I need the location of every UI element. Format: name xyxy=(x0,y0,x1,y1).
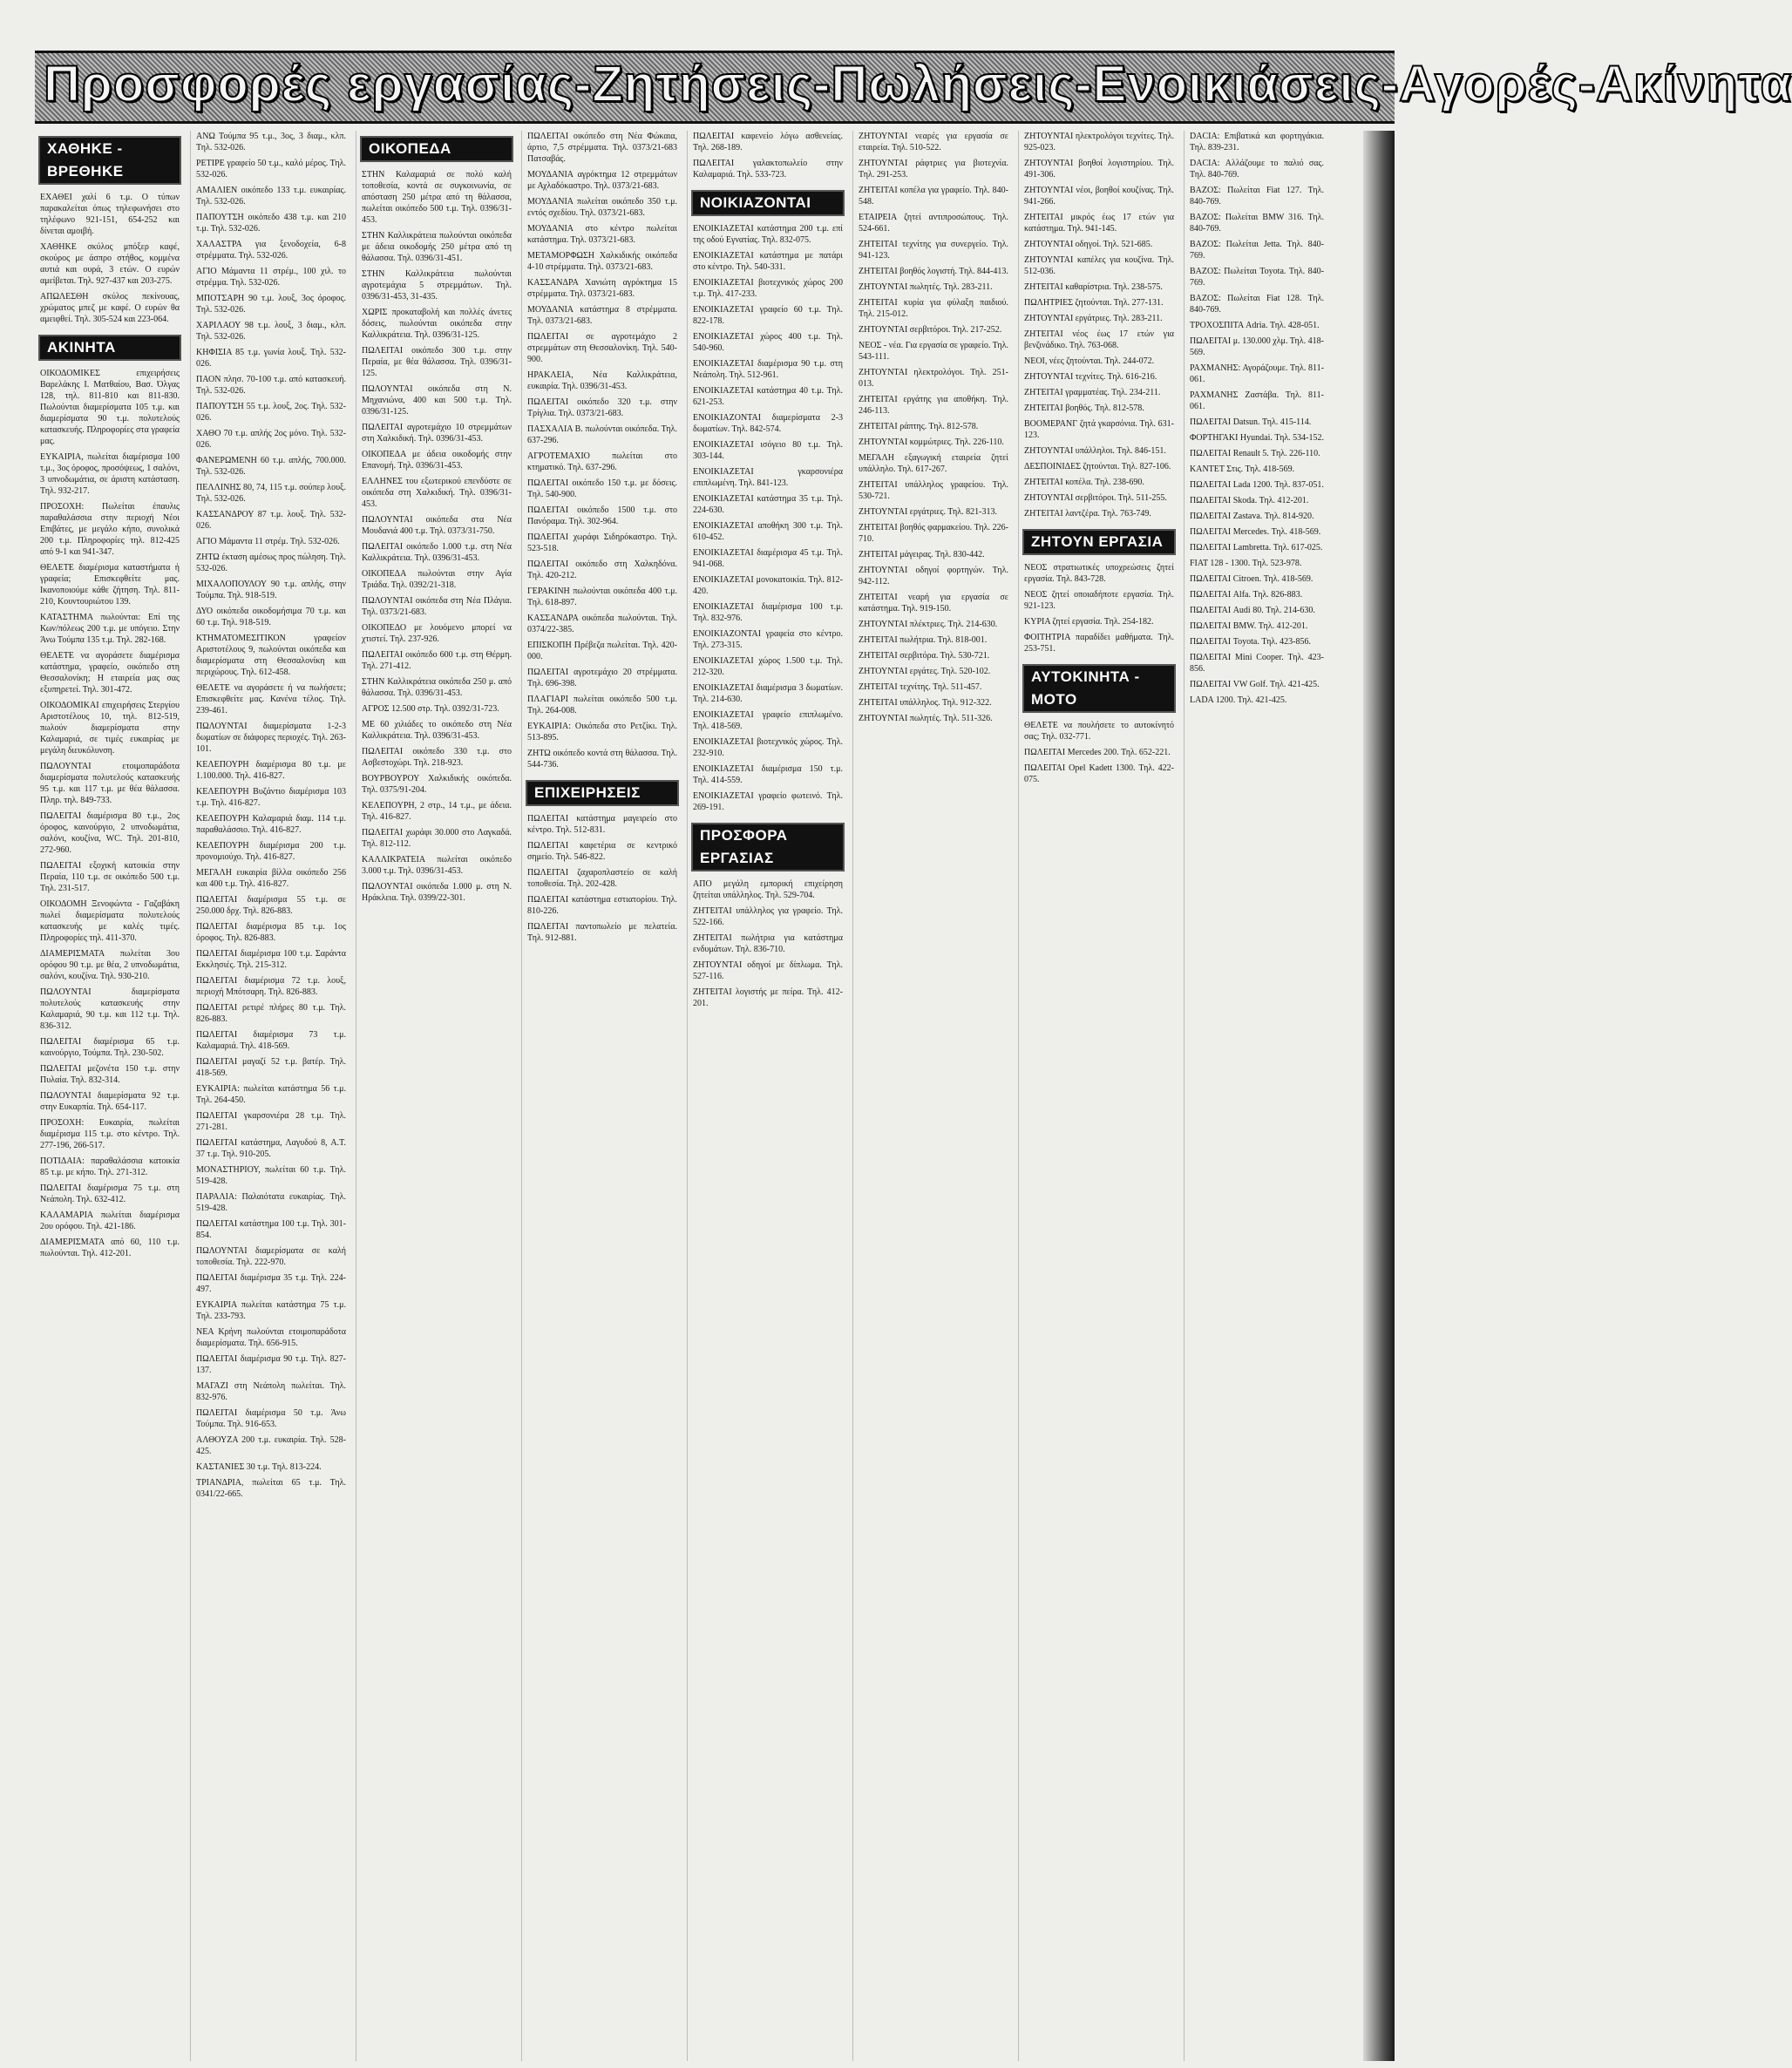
classified-ad: ΜΟΥΔΑΝΙΑ πωλείται οικόπεδο 350 τ.μ. εντός σχεδίου. Τηλ. 0373/21-683. xyxy=(527,197,677,218)
classified-ad: ΕΛΛΗΝΕΣ του εξωτερικού επενδύστε σε οικόπεδα στη Χαλκιδική. Τηλ. 0396/31-453. xyxy=(362,477,512,509)
classified-ad: ΘΕΛΕΤΕ να αγοράσετε διαμέρισμα κατάστημα, γραφείο, οικόπεδο στη Θεσσαλονίκη; Η εταιρεία μας σας εξυπηρετεί. Τηλ. 301-472. xyxy=(40,651,180,695)
classified-ad: ΖΗΤΕΙΤΑΙ βοηθός. Τηλ. 812-578. xyxy=(1024,403,1144,413)
classified-ad: ΠΟΤΙΔΑΙΑ: παραθαλάσσια κατοικία 85 τ.μ. με κήπο. Τηλ. 271-312. xyxy=(40,1156,180,1177)
classified-ad: ΟΙΚΟΔΟΜΙΚΕΣ επιχειρήσεις Βαρελάκης Ι. Ματθαίου, Βασ. Όλγας 128, τηλ. 811-810 και 811-830. Πωλούνται διαμερίσματα 105 τ.μ. και διαμερίσματα 90 τ.μ. πολυτελούς κατασκευής. Πληροφορίες στα γραφεία μας. xyxy=(40,369,180,446)
classified-ad: ΠΩΛΕΙΤΑΙ σε αγροτεμάχιο 2 στρεμμάτων στη Θεσσαλονίκη. Τηλ. 540-900. xyxy=(527,332,677,364)
classified-ad: ΖΗΤΟΥΝΤΑΙ νέοι, βοηθοί κουζίνας. Τηλ. 941-266. xyxy=(1024,186,1174,207)
classified-ad: ΟΙΚΟΔΟΜΗ Ξενοφώντα - Γαζαβάκη πωλεί διαμερίσματα πολυτελούς κατασκευής με καλές τιμές. Πληροφορίες τηλ. 411-370. xyxy=(40,899,180,943)
classified-ad: ΠΩΛΕΙΤΑΙ Skoda. Τηλ. 412-201. xyxy=(1190,496,1309,505)
classified-ad: ΒΟΟΜΕΡΑΝΓ ζητά γκαρσόνια. Τηλ. 631-123. xyxy=(1024,419,1174,440)
classified-ad: ΜΟΥΔΑΝΙΑ αγρόκτημα 12 στρεμμάτων με Αχλαδόκαστρο. Τηλ. 0373/21-683. xyxy=(527,170,677,191)
classified-ad: ΖΗΤΟΥΝΤΑΙ νεαρές για εργασία σε εταιρεία. Τηλ. 510-522. xyxy=(859,132,1008,153)
classified-ad: ΠΩΛΕΙΤΑΙ διαμέρισμα 80 τ.μ., 2ος όροφος, καινούργιο, 2 υπνοδωμάτια, σαλόνι, κουζίνα, WC. Τηλ. 201-810, 272-960. xyxy=(40,811,180,855)
classified-ad: ΕΝΟΙΚΙΑΖΕΤΑΙ κατάστημα με πατάρι στο κέντρο. Τηλ. 540-331. xyxy=(693,251,843,272)
classified-ad: ΖΗΤΕΙΤΑΙ κυρία για φύλαξη παιδιού. Τηλ. 215-012. xyxy=(859,298,1008,319)
classified-ad: ΑΓΙΟ Μάμαντα 11 στρέμ., 100 χιλ. το στρέμμα. Τηλ. 532-026. xyxy=(196,267,346,288)
classified-ad: ΒΑΖΟΣ: Πωλείται Toyota. Τηλ. 840-769. xyxy=(1190,267,1324,288)
classified-ad: ΖΗΤΩ οικόπεδο κοντά στη θάλασσα. Τηλ. 544-736. xyxy=(527,749,677,770)
classified-ad: ΠΩΛΗΤΡΙΕΣ ζητούνται. Τηλ. 277-131. xyxy=(1024,298,1164,308)
classified-ad: ΑΠΟ μεγάλη εμπορική επιχείρηση ζητείται υπάλληλος. Τηλ. 529-704. xyxy=(693,879,843,900)
classified-ad: ΔΙΑΜΕΡΙΣΜΑΤΑ από 60, 110 τ.μ. πωλούνται. Τηλ. 412-201. xyxy=(40,1237,180,1258)
classified-ad: ΡΑΧΜΑΝΗΣ: Αγοράζουμε. Τηλ. 811-061. xyxy=(1190,363,1324,384)
classified-ad: ΠΩΛΕΙΤΑΙ διαμέρισμα 85 τ.μ. 1ος όροφος. Τηλ. 826-883. xyxy=(196,922,346,943)
classified-ad: ΝΕΑ Κρήνη πωλούνται ετοιμοπαράδοτα διαμερίσματα. Τηλ. 656-915. xyxy=(196,1327,346,1348)
classified-ad: ΘΕΛΕΤΕ διαμέρισμα καταστήματα ή γραφεία; Επισκεφθείτε μας. Ικανοποιούμε κάθε ζήτηση. Τηλ. 811-210, Κουντουριώτου 139. xyxy=(40,563,180,607)
classified-ad: ΖΗΤΟΥΝΤΑΙ εργάτες. Τηλ. 520-102. xyxy=(859,667,991,676)
classified-ad: ΠΡΟΣΟΧΗ: Πωλείται έπαυλις παραθαλάσσια στην περιοχή Νέοι Επιβάτες, με μεγάλο κήπο, συνολικά 200 τ.μ. Πληροφορίες τηλ. 812-425 από 9-1 και 941-347. xyxy=(40,502,180,557)
classified-ad: ΠΑΠΟΥΤΣΗ οικόπεδο 438 τ.μ. και 210 τ.μ. Τηλ. 532-026. xyxy=(196,213,346,234)
ads-list-lost xyxy=(35,192,185,329)
classified-ad: ΠΩΛΕΙΤΑΙ VW Golf. Τηλ. 421-425. xyxy=(1190,680,1320,689)
classified-ad: ΜΕΓΑΛΗ ευκαιρία βίλλα οικόπεδο 256 και 400 τ.μ. Τηλ. 416-827. xyxy=(196,868,346,889)
classified-ad: ΧΑΡΙΛΑΟΥ 98 τ.μ. λουξ, 3 διαμ., κλπ. Τηλ. 532-026. xyxy=(196,321,346,342)
classified-ad: ΖΗΤΕΙΤΑΙ βοηθός φαρμακείου. Τηλ. 226-710. xyxy=(859,523,1008,544)
ads-list-column-8 xyxy=(1184,131,1329,710)
classified-ad: ΖΗΤΟΥΝΤΑΙ κομμώτριες. Τηλ. 226-110. xyxy=(859,437,1004,447)
classified-ad: ΠΩΛΕΙΤΑΙ διαμέρισμα 72 τ.μ. λουξ, περιοχή Μπότσαρη. Τηλ. 826-883. xyxy=(196,976,346,997)
classified-ad: ΠΩΛΕΙΤΑΙ Lambretta. Τηλ. 617-025. xyxy=(1190,543,1323,553)
classified-ad: ΠΩΛΕΙΤΑΙ οικόπεδο 330 τ.μ. στο Ασβεστοχώρι. Τηλ. 218-923. xyxy=(362,747,512,768)
classified-ad: ΠΩΛΕΙΤΑΙ μ. 130.000 χλμ. Τηλ. 418-569. xyxy=(1190,336,1324,357)
classified-ad: ΠΑΟΝ πλησ. 70-100 τ.μ. από κατασκευή. Τηλ. 532-026. xyxy=(196,375,346,396)
classified-ad: ΕΝΟΙΚΙΑΖΕΤΑΙ διαμέρισμα 150 τ.μ. Τηλ. 414-559. xyxy=(693,764,843,785)
classified-ad: ΠΩΛΕΙΤΑΙ διαμέρισμα 35 τ.μ. Τηλ. 224-497. xyxy=(196,1273,346,1294)
classified-ad: ΧΑΛΑΣΤΡΑ για ξενοδοχεία, 6-8 στρέμματα. Τηλ. 532-026. xyxy=(196,240,346,261)
classified-ad: ΠΩΛΕΙΤΑΙ Mini Cooper. Τηλ. 423-856. xyxy=(1190,653,1324,674)
classified-ad: ΕΥΚΑΙΡΙΑ: πωλείται κατάστημα 56 τ.μ. Τηλ. 264-450. xyxy=(196,1084,346,1105)
classified-ad: ΡΕΤΙΡΕ γραφείο 50 τ.μ., καλό μέρος. Τηλ. 532-026. xyxy=(196,159,346,180)
classified-ad: ΠΩΛΕΙΤΑΙ Citroen. Τηλ. 418-569. xyxy=(1190,574,1313,584)
classified-ad: ΠΩΛΕΙΤΑΙ διαμέρισμα 65 τ.μ. καινούργιο, Τούμπα. Τηλ. 230-502. xyxy=(40,1037,180,1058)
classified-ad: ΧΑΘΗΚΕ σκύλος μπόξερ καφέ, σκούρος με άσπρο στήθος, κομμένα αυτιά και ουρά, 3 ετών. Ο ευρών αμείβεται. Τηλ. 927-437 και 203-275. xyxy=(40,242,180,286)
classified-ad: ΕΝΟΙΚΙΑΖΕΤΑΙ κατάστημα 35 τ.μ. Τηλ. 224-630. xyxy=(693,494,843,515)
classified-ad: ΕΥΚΑΙΡΙΑ: Οικόπεδα στο Ρετζίκι. Τηλ. 513-895. xyxy=(527,722,677,742)
ads-list-job-offers xyxy=(688,878,848,1014)
classified-ad: ΝΕΟΣ στρατιωτικές υποχρεώσεις ζητεί εργασία. Τηλ. 843-728. xyxy=(1024,563,1174,584)
classified-ad: ΑΠΩΛΕΣΘΗ σκύλος πεκίνουας, χρώματος μπεζ με καφέ. Ο ευρών θα αμειφθεί. Τηλ. 305-524 και 223-064. xyxy=(40,292,180,324)
classified-ad: DACIA: Επιβατικά και φορτηγάκια. Τηλ. 839-231. xyxy=(1190,132,1324,153)
classified-ad: ΚΑΛΛΙΚΡΑΤΕΙΑ πωλείται οικόπεδο 3.000 τ.μ. Τηλ. 0396/31-453. xyxy=(362,855,512,876)
classified-ad: ΠΑΠΟΥΤΣΗ 55 τ.μ. λουξ, 2ος. Τηλ. 532-026. xyxy=(196,402,346,423)
classified-ad: ΖΗΤΩ έκταση αμέσως προς πώληση. Τηλ. 532-026. xyxy=(196,553,346,573)
classified-ad: FIAT 128 - 1300. Τηλ. 523-978. xyxy=(1190,559,1302,568)
classified-ad: ΝΕΟΙ, νέες ζητούνται. Τηλ. 244-072. xyxy=(1024,356,1155,366)
classified-ad: ΦΟΙΤΗΤΡΙΑ παραδίδει μαθήματα. Τηλ. 253-751. xyxy=(1024,633,1174,654)
classified-ad: ΑΓΙΟ Μάμαντα 11 στρέμ. Τηλ. 532-026. xyxy=(196,537,340,546)
classified-ad: ΠΩΛΟΥΝΤΑΙ οικόπεδα στη Νέα Πλάγια. Τηλ. 0373/21-683. xyxy=(362,596,512,617)
classified-ad: ΠΩΛΕΙΤΑΙ Zastava. Τηλ. 814-920. xyxy=(1190,512,1314,521)
classified-ad: ΖΗΤΕΙΤΑΙ υπάλληλος γραφείου. Τηλ. 530-721. xyxy=(859,480,1008,501)
classified-ad: ΠΩΛΕΙΤΑΙ οικόπεδο 1500 τ.μ. στο Πανόραμα. Τηλ. 302-964. xyxy=(527,505,677,526)
section-header-job-offers: ΠΡΟΣΦΟΡΑ ΕΡΓΑΣΙΑΣ xyxy=(691,823,845,871)
classified-ad: ΠΑΣΧΑΛΙΑ Β. πωλούνται οικόπεδα. Τηλ. 637-296. xyxy=(527,424,677,445)
classified-ad: ΑΓΡΟΣ 12.500 στρ. Τηλ. 0392/31-723. xyxy=(362,704,499,714)
classified-ad: ΠΩΛΕΙΤΑΙ παντοπωλείο με πελατεία. Τηλ. 912-881. xyxy=(527,922,677,943)
classified-ad: ΕΤΑΙΡΕΙΑ ζητεί αντιπροσώπους. Τηλ. 524-661. xyxy=(859,213,1008,234)
classified-ad: ΠΩΛΕΙΤΑΙ χωράφι Σιδηρόκαστρο. Τηλ. 523-518. xyxy=(527,532,677,553)
classified-ad: ΕΝΟΙΚΙΑΖΕΤΑΙ βιοτεχνικός χώρος 200 τ.μ. Τηλ. 417-233. xyxy=(693,278,843,299)
classified-ad: ΖΗΤΕΙΤΑΙ νέος έως 17 ετών για βενζινάδικο. Τηλ. 763-068. xyxy=(1024,329,1174,350)
classified-ad: ΠΩΛΕΙΤΑΙ μεζονέτα 150 τ.μ. στην Πυλαία. Τηλ. 832-314. xyxy=(40,1064,180,1085)
classified-ad: ΟΙΚΟΠΕΔΑ με άδεια οικοδομής στην Επανομή. Τηλ. 0396/31-453. xyxy=(362,450,512,471)
classified-ad: ΒΟΥΡΒΟΥΡΟΥ Χαλκιδικής οικόπεδα. Τηλ. 0375/91-204. xyxy=(362,774,512,795)
classified-ad: ΕΝΟΙΚΙΑΖΕΤΑΙ βιοτεχνικός χώρος. Τηλ. 232-910. xyxy=(693,737,843,758)
classified-ad: ΠΩΛΟΥΝΤΑΙ οικόπεδα στη Ν. Μηχανιώνα, 400 και 500 τ.μ. Τηλ. 0396/31-125. xyxy=(362,384,512,417)
classified-ad: ΔΙΑΜΕΡΙΣΜΑΤΑ πωλείται 3ου ορόφου 90 τ.μ. με θέα, 2 υπνοδωμάτια, σαλόνι, κουζίνα. Τηλ. 930-210. xyxy=(40,949,180,981)
classified-ad: ΟΙΚΟΠΕΔΟ με λουόμενο μπορεί να χτιστεί. Τηλ. 237-926. xyxy=(362,623,512,644)
classified-ad: ΕΝΟΙΚΙΑΖΕΤΑΙ διαμέρισμα 90 τ.μ. στη Νεάπολη. Τηλ. 512-961. xyxy=(693,359,843,380)
classified-ad: ΖΗΤΟΥΝΤΑΙ ηλεκτρολόγοι. Τηλ. 251-013. xyxy=(859,368,1008,389)
classified-ad: ΠΩΛΕΙΤΑΙ ζαχαροπλαστείο σε καλή τοποθεσία. Τηλ. 202-428. xyxy=(527,868,677,889)
classified-ad: ΣΤΗΝ Καλαμαριά σε πολύ καλή τοποθεσία, κοντά σε συγκοινωνία, σε απόσταση 250 μέτρα από τη θάλασσα, πωλείται οικόπεδο 500 τ.μ. Τηλ. 0396/31-453. xyxy=(362,170,512,225)
classified-ad: ΠΩΛΕΙΤΑΙ οικόπεδο 300 τ.μ. στην Περαία, με θέα θάλασσα. Τηλ. 0396/31-125. xyxy=(362,346,512,378)
classifieds-columns xyxy=(35,131,1360,2061)
classified-ad: ΖΗΤΕΙΤΑΙ υπάλληλος για γραφείο. Τηλ. 522-166. xyxy=(693,906,843,927)
classified-ad: ΠΩΛΕΙΤΑΙ Opel Kadett 1300. Τηλ. 422-075. xyxy=(1024,763,1174,784)
classified-ad: ΝΕΟΣ ζητεί οποιαδήποτε εργασία. Τηλ. 921-123. xyxy=(1024,590,1174,611)
classified-ad: ΜΕΤΑΜΟΡΦΩΣΗ Χαλκιδικής οικόπεδα 4-10 στρέμματα. Τηλ. 0373/21-683. xyxy=(527,251,677,272)
section-header-plots: ΟΙΚΟΠΕΔΑ xyxy=(360,136,513,162)
page-binding-edge xyxy=(1363,131,1395,2061)
classified-ad: ΕΝΟΙΚΙΑΖΕΤΑΙ διαμέρισμα 45 τ.μ. Τηλ. 941-068. xyxy=(693,548,843,569)
classified-ad: ΠΩΛΕΙΤΑΙ διαμέρισμα 73 τ.μ. Καλαμαριά. Τηλ. 418-569. xyxy=(196,1030,346,1051)
classifieds-banner xyxy=(35,51,1792,124)
classified-ad: ΠΩΛΕΙΤΑΙ κατάστημα εστιατορίου. Τηλ. 810-226. xyxy=(527,895,677,916)
classified-ad: ΠΛΑΓΙΑΡΙ πωλείται οικόπεδο 500 τ.μ. Τηλ. 264-008. xyxy=(527,695,677,715)
classified-ad: ΠΩΛΟΥΝΤΑΙ διαμερίσματα σε καλή τοποθεσία. Τηλ. 222-970. xyxy=(196,1246,346,1267)
classified-ad: ΚΑΤΑΣΤΗΜΑ πωλούνται: Επί της Κων/πόλεως 200 τ.μ. με υπόγειο. Στην Άνω Τούμπα 135 τ.μ. Τηλ. 282-168. xyxy=(40,613,180,645)
classified-ad: ΚΕΛΕΠΟΥΡΗ, 2 στρ., 14 τ.μ., με άδεια. Τηλ. 416-827. xyxy=(362,801,512,822)
classified-ad: ΕΝΟΙΚΙΑΖΕΤΑΙ χώρος 1.500 τ.μ. Τηλ. 212-320. xyxy=(693,656,843,677)
ads-list-column-4a xyxy=(522,131,682,775)
classified-ad: ΧΩΡΙΣ προκαταβολή και πολλές άνετες δόσεις, πωλούνται οικόπεδα στην Καλλικράτεια. Τηλ. 0396/31-125. xyxy=(362,308,512,340)
classified-ad: ΠΩΛΕΙΤΑΙ οικόπεδο στη Χαλκηδόνα. Τηλ. 420-212. xyxy=(527,559,677,580)
classified-ad: ΠΩΛΕΙΤΑΙ γκαρσονιέρα 28 τ.μ. Τηλ. 271-281. xyxy=(196,1111,346,1132)
classified-ad: ΕΝΟΙΚΙΑΖΕΤΑΙ διαμέρισμα 3 δωματίων. Τηλ. 214-630. xyxy=(693,683,843,704)
classified-ad: ΖΗΤΟΥΝΤΑΙ πωλητές. Τηλ. 511-326. xyxy=(859,714,993,723)
classified-ad: ΠΩΛΕΙΤΑΙ διαμέρισμα 55 τ.μ. σε 250.000 δρχ. Τηλ. 826-883. xyxy=(196,895,346,916)
classified-ad: ΠΩΛΟΥΝΤΑΙ οικόπεδα στα Νέα Μουδανιά 400 τ.μ. Τηλ. 0373/31-750. xyxy=(362,515,512,536)
classified-ad: ΠΩΛΕΙΤΑΙ οικόπεδο 320 τ.μ. στην Τρίγλια. Τηλ. 0373/21-683. xyxy=(527,397,677,418)
section-header-business: ΕΠΙΧΕΙΡΗΣΕΙΣ xyxy=(526,780,679,806)
classified-ad: ΠΩΛΕΙΤΑΙ μαγαζί 52 τ.μ. βατέρ. Τηλ. 418-569. xyxy=(196,1057,346,1078)
classified-ad: ΠΩΛΕΙΤΑΙ αγροτεμάχιο 10 στρεμμάτων στη Χαλκιδική. Τηλ. 0396/31-453. xyxy=(362,423,512,444)
column-3 xyxy=(356,131,517,2061)
classified-ad: ΖΗΤΟΥΝΤΑΙ εργάτριες. Τηλ. 821-313. xyxy=(859,507,997,517)
column-8 xyxy=(1184,131,1329,2061)
classified-ad: ΠΩΛΕΙΤΑΙ Datsun. Τηλ. 415-114. xyxy=(1190,417,1312,427)
classified-ad: ΕΝΟΙΚΙΑΖΕΤΑΙ αποθήκη 300 τ.μ. Τηλ. 610-452. xyxy=(693,521,843,542)
classified-ad: ΕΠΙΣΚΟΠΗ Πρέβεζα πωλείται. Τηλ. 420-000. xyxy=(527,641,677,661)
classified-ad: ΠΩΛΕΙΤΑΙ Audi 80. Τηλ. 214-630. xyxy=(1190,606,1315,615)
ads-list-rentals xyxy=(688,223,848,817)
ads-list-jobs-wanted xyxy=(1019,562,1179,659)
classified-ad: ΑΜΑΛΙΕΝ οικόπεδο 133 τ.μ. ευκαιρίας. Τηλ. 532-026. xyxy=(196,186,346,207)
classified-ad: ΠΩΛΕΙΤΑΙ καφενείο λόγω ασθενείας. Τηλ. 268-189. xyxy=(693,132,843,153)
section-header-rentals: ΝΟΙΚΙΑΖΟΝΤΑΙ xyxy=(691,190,845,216)
classified-ad: ΖΗΤΟΥΝΤΑΙ οδηγοί. Τηλ. 521-685. xyxy=(1024,240,1153,249)
section-header-lost-found: ΧΑΘΗΚΕ - ΒΡΕΘΗΚΕ xyxy=(38,136,181,185)
column-2 xyxy=(190,131,351,2061)
classified-ad: ΖΗΤΟΥΝΤΑΙ υπάλληλοι. Τηλ. 846-151. xyxy=(1024,446,1166,456)
classified-ad: ΘΕΛΕΤΕ να αγοράσετε ή να πωλήσετε; Επισκεφθείτε μας. Κανένα τέλος. Τηλ. 239-461. xyxy=(196,683,346,715)
ads-list-plots xyxy=(356,169,517,908)
classified-ad: ΖΗΤΕΙΤΑΙ μάγειρας. Τηλ. 830-442. xyxy=(859,550,985,559)
ads-list-column-6 xyxy=(853,131,1014,729)
classified-ad: ΖΗΤΟΥΝΤΑΙ οδηγοί με δίπλωμα. Τηλ. 527-116. xyxy=(693,960,843,981)
classified-ad: ΕΝΟΙΚΙΑΖΕΤΑΙ χώρος 400 τ.μ. Τηλ. 540-960. xyxy=(693,332,843,353)
section-header-jobs-wanted: ΖΗΤΟΥΝ ΕΡΓΑΣΙΑ xyxy=(1022,529,1176,555)
classified-ad: ΦΟΡΤΗΓΑΚΙ Hyundai. Τηλ. 534-152. xyxy=(1190,433,1325,443)
classified-ad: ΗΡΑΚΛΕΙΑ, Νέα Καλλικράτεια, ευκαιρία. Τηλ. 0396/31-453. xyxy=(527,370,677,391)
classified-ad: ΠΩΛΕΙΤΑΙ κατάστημα 100 τ.μ. Τηλ. 301-854. xyxy=(196,1219,346,1240)
classified-ad: ΚΤΗΜΑΤΟΜΕΣΙΤΙΚΟΝ γραφείον Αριστοτέλους 9, πωλούνται οικόπεδα και διαμερίσματα στη Θεσσαλονίκη και περιχώρους. Τηλ. 612-458. xyxy=(196,634,346,677)
classified-ad: ΠΩΛΕΙΤΑΙ διαμέρισμα 90 τ.μ. Τηλ. 827-137. xyxy=(196,1354,346,1375)
classified-ad: ΜΠΟΤΣΑΡΗ 90 τ.μ. λουξ, 3ος όροφος. Τηλ. 532-026. xyxy=(196,294,346,315)
classified-ad: ΤΡΙΑΝΔΡΙΑ, πωλείται 65 τ.μ. Τηλ. 0341/22-665. xyxy=(196,1478,346,1499)
classified-ad: ΠΩΛΕΙΤΑΙ διαμέρισμα 75 τ.μ. στη Νεάπολη. Τηλ. 632-412. xyxy=(40,1183,180,1204)
classified-ad: ΠΩΛΟΥΝΤΑΙ ετοιμοπαράδοτα διαμερίσματα πολυτελούς κατασκευής 95 τ.μ. και 117 τ.μ. με θέα θάλασσα. Πληρ. τηλ. 849-733. xyxy=(40,762,180,805)
classified-ad: ΚΑΣΣΑΝΔΡΑ Χανιώτη αγρόκτημα 15 στρέμματα. Τηλ. 0373/21-683. xyxy=(527,278,677,299)
column-4 xyxy=(521,131,682,2061)
classified-ad: ΠΩΛΕΙΤΑΙ διαμέρισμα 50 τ.μ. Άνω Τούμπα. Τηλ. 916-653. xyxy=(196,1408,346,1429)
classified-ad: ΖΗΤΕΙΤΑΙ βοηθός λογιστή. Τηλ. 844-413. xyxy=(859,267,1008,276)
classified-ad: ΧΑΘΟ 70 τ.μ. απλής 2ος μόνο. Τηλ. 532-026. xyxy=(196,429,346,450)
classified-ad: ΝΕΟΣ - νέα. Για εργασία σε γραφείο. Τηλ. 543-111. xyxy=(859,341,1008,362)
classified-ad: ΠΕΛΛΙΝΗΣ 80, 74, 115 τ.μ. σούπερ λουξ. Τηλ. 532-026. xyxy=(196,483,346,504)
ads-list-column-4b xyxy=(522,813,682,948)
classified-ad: ΖΗΤΕΙΤΑΙ λογιστής με πείρα. Τηλ. 412-201. xyxy=(693,987,843,1008)
classified-ad: ΖΗΤΟΥΝΤΑΙ οδηγοί φορτηγών. Τηλ. 942-112. xyxy=(859,566,1008,586)
classified-ad: ΖΗΤΕΙΤΑΙ νεαρή για εργασία σε κατάστημα. Τηλ. 919-150. xyxy=(859,593,1008,614)
classified-ad: ΔΕΣΠΟΙΝΙΔΕΣ ζητούνται. Τηλ. 827-106. xyxy=(1024,462,1171,471)
classified-ad: ΜΑΓΑΖΙ στη Νεάπολη πωλείται. Τηλ. 832-976. xyxy=(196,1381,346,1402)
classified-ad: ΚΑΣΤΑΝΙΕΣ 30 τ.μ. Τηλ. 813-224. xyxy=(196,1462,322,1472)
classified-ad: ΖΗΤΟΥΝΤΑΙ σερβιτόροι. Τηλ. 511-255. xyxy=(1024,493,1167,503)
classified-ad: ΖΗΤΟΥΝΤΑΙ σερβιτόροι. Τηλ. 217-252. xyxy=(859,325,1002,335)
classified-ad: ΠΩΛΕΙΤΑΙ κατάστημα, Λαγυδού 8, Α.Τ. 37 τ.μ. Τηλ. 910-205. xyxy=(196,1138,346,1159)
classified-ad: ΠΩΛΟΥΝΤΑΙ διαμερίσματα 1-2-3 δωματίων σε διάφορες περιοχές. Τηλ. 263-101. xyxy=(196,722,346,754)
classified-ad: ΕΥΚΑΙΡΙΑ, πωλείται διαμέρισμα 100 τ.μ., 3ος όροφος, προσόψεως, 1 σαλόνι, 3 υπνοδωμάτια, σε άριστη κατάσταση. Τηλ. 932-217. xyxy=(40,452,180,496)
classified-ad: ΠΩΛΕΙΤΑΙ γαλακτοπωλείο στην Καλαμαριά. Τηλ. 533-723. xyxy=(693,159,843,180)
classified-ad: ΕΝΟΙΚΙΑΖΕΤΑΙ μονοκατοικία. Τηλ. 812-420. xyxy=(693,575,843,596)
classified-ad: ΜΕΓΑΛΗ εξαγωγική εταιρεία ζητεί υπάλληλο. Τηλ. 617-267. xyxy=(859,453,1008,474)
classified-ad: ΠΩΛΕΙΤΑΙ οικόπεδο 600 τ.μ. στη Θέρμη. Τηλ. 271-412. xyxy=(362,650,512,671)
classified-ad: ΖΗΤΕΙΤΑΙ υπάλληλος. Τηλ. 912-322. xyxy=(859,698,992,708)
classified-ad: ΕΝΟΙΚΙΑΖΟΝΤΑΙ διαμερίσματα 2-3 δωματίων. Τηλ. 842-574. xyxy=(693,413,843,434)
classified-ad: ΜΟΝΑΣΤΗΡΙΟΥ, πωλείται 60 τ.μ. Τηλ. 519-428. xyxy=(196,1165,346,1186)
classified-ad: ΖΗΤΕΙΤΑΙ πωλήτρια. Τηλ. 818-001. xyxy=(859,635,988,645)
classified-ad: ΖΗΤΕΙΤΑΙ σερβιτόρα. Τηλ. 530-721. xyxy=(859,651,990,661)
classified-ad: ΖΗΤΕΙΤΑΙ τεχνίτης για συνεργείο. Τηλ. 941-123. xyxy=(859,240,1008,261)
classified-ad: ΜΕ 60 χιλιάδες το οικόπεδο στη Νέα Καλλικράτεια. Τηλ. 0396/31-453. xyxy=(362,720,512,741)
classified-ad: ΖΗΤΕΙΤΑΙ εργάτης για αποθήκη. Τηλ. 246-113. xyxy=(859,395,1008,416)
classified-ad: ΒΑΖΟΣ: Πωλείται Fiat 128. Τηλ. 840-769. xyxy=(1190,294,1324,315)
classified-ad: ΚΕΛΕΠΟΥΡΗ Καλαμαριά διαμ. 114 τ.μ. παραθαλάσσιο. Τηλ. 416-827. xyxy=(196,814,346,835)
classified-ad: ΖΗΤΕΙΤΑΙ πωλήτρια για κατάστημα ενδυμάτων. Τηλ. 836-710. xyxy=(693,933,843,954)
classified-ad: ΣΤΗΝ Καλλικράτεια οικόπεδα 250 μ. από θάλασσα. Τηλ. 0396/31-453. xyxy=(362,677,512,698)
ads-list-column-5a xyxy=(688,131,848,185)
classified-ad: ΖΗΤΕΙΤΑΙ καθαρίστρια. Τηλ. 238-575. xyxy=(1024,282,1163,292)
classified-ad: ΜΙΧΑΛΟΠΟΥΛΟΥ 90 τ.μ. απλής, στην Τούμπα. Τηλ. 918-519. xyxy=(196,580,346,600)
section-header-cars: ΑΥΤΟΚΙΝΗΤΑ - ΜΟΤΟ xyxy=(1022,664,1176,713)
ads-list-column-7a xyxy=(1019,131,1179,524)
classified-ad: ΕΝΟΙΚΙΑΖΕΤΑΙ γραφείο 60 τ.μ. Τηλ. 822-178. xyxy=(693,305,843,326)
classified-ad: ΖΗΤΟΥΝΤΑΙ τεχνίτες. Τηλ. 616-216. xyxy=(1024,372,1157,382)
classified-ad: ΠΩΛΕΙΤΑΙ οικόπεδο στη Νέα Φώκαια, άρτιο, 7,5 στρέμματα. Τηλ. 0373/21-683 Πατσαβάς. xyxy=(527,132,677,164)
classified-ad: ΚΑΣΣΑΝΔΡΟΥ 87 τ.μ. λουξ. Τηλ. 532-026. xyxy=(196,510,346,531)
classified-ad: ΘΕΛΕΤΕ να πουλήσετε το αυτοκίνητό σας; Τηλ. 032-771. xyxy=(1024,721,1174,742)
classified-ad: ΕΝΟΙΚΙΑΖΕΤΑΙ διαμέρισμα 100 τ.μ. Τηλ. 832-976. xyxy=(693,602,843,623)
ads-list-real-estate xyxy=(35,368,185,1264)
classified-ad: ΠΩΛΕΙΤΑΙ Mercedes. Τηλ. 418-569. xyxy=(1190,527,1321,537)
classified-ad: ΕΝΟΙΚΙΑΖΕΤΑΙ γραφείο επιπλωμένο. Τηλ. 418-569. xyxy=(693,710,843,731)
classified-ad: ΖΗΤΟΥΝΤΑΙ ηλεκτρολόγοι τεχνίτες. Τηλ. 925-023. xyxy=(1024,132,1174,153)
classified-ad: ΖΗΤΕΙΤΑΙ ράπτης. Τηλ. 812-578. xyxy=(859,422,979,431)
classified-ad: ΠΩΛΟΥΝΤΑΙ διαμερίσματα πολυτελούς κατασκευής στην Καλαμαριά, 90 τ.μ. και 112 τ.μ. Τηλ. 836-312. xyxy=(40,987,180,1031)
column-5 xyxy=(687,131,848,2061)
classified-ad: ΠΩΛΕΙΤΑΙ Toyota. Τηλ. 423-856. xyxy=(1190,637,1311,647)
classified-ad: ΠΩΛΕΙΤΑΙ εξοχική κατοικία στην Περαία, 110 τ.μ. σε οικόπεδο 500 τ.μ. Τηλ. 231-517. xyxy=(40,861,180,893)
classified-ad: ΖΗΤΟΥΝΤΑΙ ράφτριες για βιοτεχνία. Τηλ. 291-253. xyxy=(859,159,1008,180)
classified-ad: ΠΩΛΕΙΤΑΙ Lada 1200. Τηλ. 837-051. xyxy=(1190,480,1324,490)
classified-ad: ΠΩΛΕΙΤΑΙ αγροτεμάχιο 20 στρέμματα. Τηλ. 696-398. xyxy=(527,668,677,688)
classified-ad: ΟΙΚΟΔΟΜΙΚΑΙ επιχειρήσεις Στεργίου Αριστοτέλους 10, τηλ. 812-519, πωλούν διαμερίσματα στην Καλαμαριά, σε τιμές ευκαιρίας με μεγάλη διευκόλυνση. xyxy=(40,701,180,756)
classified-ad: ΟΙΚΟΠΕΔΑ πωλούνται στην Αγία Τριάδα. Τηλ. 0392/21-318. xyxy=(362,569,512,590)
classified-ad: ΖΗΤΕΙΤΑΙ κοπέλα. Τηλ. 238-690. xyxy=(1024,478,1144,487)
classified-ad: ΖΗΤΕΙΤΑΙ γραμματέας. Τηλ. 234-211. xyxy=(1024,388,1161,397)
classified-ad: ΚΑΝΤΕΤ Στις. Τηλ. 418-569. xyxy=(1190,464,1295,474)
classified-ad: ΠΑΡΑΛΙΑ: Παλαιότατα ευκαιρίας. Τηλ. 519-428. xyxy=(196,1192,346,1213)
column-7 xyxy=(1018,131,1179,2061)
classified-ad: ΖΗΤΟΥΝΤΑΙ πωλητές. Τηλ. 283-211. xyxy=(859,282,993,292)
classified-ad: ΕΝΟΙΚΙΑΖΕΤΑΙ ισόγειο 80 τ.μ. Τηλ. 303-144. xyxy=(693,440,843,461)
classified-ad: ΕΝΟΙΚΙΑΖΟΝΤΑΙ γραφεία στο κέντρο. Τηλ. 273-315. xyxy=(693,629,843,650)
classified-ad: ΑΛΘΟΥΖΑ 200 τ.μ. ευκαιρία. Τηλ. 528-425. xyxy=(196,1435,346,1456)
classified-ad: ΒΑΖΟΣ: Πωλείται Fiat 127. Τηλ. 840-769. xyxy=(1190,186,1324,207)
classified-ad: ΦΑΝΕΡΩΜΕΝΗ 60 τ.μ. απλής, 700.000. Τηλ. 532-026. xyxy=(196,456,346,477)
classified-ad: LADA 1200. Τηλ. 421-425. xyxy=(1190,695,1287,705)
classified-ad: ΓΕΡΑΚΙΝΗ πωλούνται οικόπεδα 400 τ.μ. Τηλ. 618-897. xyxy=(527,586,677,607)
classified-ad: ΡΑΧΜΑΝΗΣ Ζαστάβα. Τηλ. 811-061. xyxy=(1190,390,1324,411)
classified-ad: ΚΗΦΙΣΙΑ 85 τ.μ. γωνία λουξ. Τηλ. 532-026. xyxy=(196,348,346,369)
classified-ad: ΚΕΛΕΠΟΥΡΗ διαμέρισμα 80 τ.μ. με 1.100.000. Τηλ. 416-827. xyxy=(196,760,346,781)
classified-ad: ΜΟΥΔΑΝΙΑ στο κέντρο πωλείται κατάστημα. Τηλ. 0373/21-683. xyxy=(527,224,677,245)
classified-ad: ΕΝΟΙΚΙΑΖΕΤΑΙ κατάστημα 40 τ.μ. Τηλ. 621-253. xyxy=(693,386,843,407)
classified-ad: ΜΟΥΔΑΝΙΑ κατάστημα 8 στρέμματα. Τηλ. 0373/21-683. xyxy=(527,305,677,326)
classified-ad: ΠΩΛΕΙΤΑΙ Alfa. Τηλ. 826-883. xyxy=(1190,590,1303,600)
banner-title: Προσφορές εργασίας-Ζητήσεις-Πωλήσεις-Ενοικιάσεις-Αγορές-Ακίνητα xyxy=(44,56,1792,112)
classified-ad: ΑΝΩ Τούμπα 95 τ.μ., 3ος, 3 διαμ., κλπ. Τηλ. 532-026. xyxy=(196,132,346,153)
classified-ad: ΚΑΣΣΑΝΔΡΑ οικόπεδα πωλούνται. Τηλ. 0374/22-385. xyxy=(527,614,677,634)
classified-ad: ΠΩΛΟΥΝΤΑΙ διαμερίσματα 92 τ.μ. στην Ευκαρπία. Τηλ. 654-117. xyxy=(40,1091,180,1112)
classified-ad: ΠΩΛΟΥΝΤΑΙ οικόπεδα 1.000 μ. στη Ν. Ηράκλεια. Τηλ. 0399/22-301. xyxy=(362,882,512,903)
classified-ad: ΖΗΤΟΥΝΤΑΙ βοηθοί λογιστηρίου. Τηλ. 491-306. xyxy=(1024,159,1174,180)
classified-ad: ΠΩΛΕΙΤΑΙ ρετιρέ πλήρες 80 τ.μ. Τηλ. 826-883. xyxy=(196,1003,346,1024)
classified-ad: ΠΩΛΕΙΤΑΙ κατάστημα μαγειρείο στο κέντρο. Τηλ. 512-831. xyxy=(527,814,677,835)
classified-ad: ΖΗΤΕΙΤΑΙ κοπέλα για γραφείο. Τηλ. 840-548. xyxy=(859,186,1008,207)
classified-ad: ΚΕΛΕΠΟΥΡΗ Βυζάντιο διαμέρισμα 103 τ.μ. Τηλ. 416-827. xyxy=(196,787,346,808)
classified-ad: ΖΗΤΕΙΤΑΙ λαντζέρα. Τηλ. 763-749. xyxy=(1024,509,1151,519)
classified-ad: ΚΑΛΑΜΑΡΙΑ πωλείται διαμέρισμα 2ου ορόφου. Τηλ. 421-186. xyxy=(40,1210,180,1231)
classified-ad: ΒΑΖΟΣ: Πωλείται Jetta. Τηλ. 840-769. xyxy=(1190,240,1324,261)
classified-ad: ΤΡΟΧΟΣΠΙΤΑ Adria. Τηλ. 428-051. xyxy=(1190,321,1320,330)
column-6 xyxy=(852,131,1014,2061)
classified-ad: ΣΤΗΝ Καλλικράτεια πωλούνται οικόπεδα με άδεια οικοδομής 250 μέτρα από τη θάλασσα. Τηλ. 0396/31-451. xyxy=(362,231,512,263)
classified-ad: ΕΝΟΙΚΙΑΖΕΤΑΙ κατάστημα 200 τ.μ. επί της οδού Εγνατίας. Τηλ. 832-075. xyxy=(693,224,843,245)
classified-ad: ΠΩΛΕΙΤΑΙ οικόπεδο 150 τ.μ. με δόσεις. Τηλ. 540-900. xyxy=(527,478,677,499)
classified-ad: ΣΤΗΝ Καλλικράτεια πωλούνται αγροτεμάχια 5 στρεμμάτων. Τηλ. 0396/31-453, 31-435. xyxy=(362,269,512,302)
classified-ad: ΚΥΡΙΑ ζητεί εργασία. Τηλ. 254-182. xyxy=(1024,617,1154,627)
classified-ad: ΚΕΛΕΠΟΥΡΗ διαμέρισμα 200 τ.μ. προνομιούχο. Τηλ. 416-827. xyxy=(196,841,346,862)
classified-ad: ΕΝΟΙΚΙΑΖΕΤΑΙ γκαρσονιέρα επιπλωμένη. Τηλ. 841-123. xyxy=(693,467,843,488)
classified-ad: DACIA: Αλλάζουμε το παλιό σας. Τηλ. 840-769. xyxy=(1190,159,1324,180)
classified-ad: ΑΓΡΟΤΕΜΑΧΙΟ πωλείται στο κτηματικό. Τηλ. 637-296. xyxy=(527,451,677,472)
classified-ad: ΕΧΑΘΕΙ χαλί 6 τ.μ. Ο τύπων παρακαλείται όπως τηλεφωνήσει στο τηλέφωνο 921-151, 654-252 και δίνεται αμοιβή. xyxy=(40,193,180,236)
classified-ad: ΖΗΤΟΥΝΤΑΙ εργάτριες. Τηλ. 283-211. xyxy=(1024,314,1163,323)
classified-ad: ΕΝΟΙΚΙΑΖΕΤΑΙ γραφείο φωτεινό. Τηλ. 269-191. xyxy=(693,791,843,812)
classified-ad: ΕΥΚΑΙΡΙΑ πωλείται κατάστημα 75 τ.μ. Τηλ. 233-793. xyxy=(196,1300,346,1321)
classified-ad: ΖΗΤΕΙΤΑΙ τεχνίτης. Τηλ. 511-457. xyxy=(859,682,982,692)
classified-ad: ΠΩΛΕΙΤΑΙ Renault 5. Τηλ. 226-110. xyxy=(1190,449,1320,458)
classified-ad: ΖΗΤΟΥΝΤΑΙ πλέκτριες. Τηλ. 214-630. xyxy=(859,620,998,629)
classified-ad: ΠΩΛΕΙΤΑΙ χωράφι 30.000 στο Λαγκαδά. Τηλ. 812-112. xyxy=(362,828,512,849)
classified-ad: ΠΩΛΕΙΤΑΙ διαμέρισμα 100 τ.μ. Σαράντα Εκκλησιές. Τηλ. 215-312. xyxy=(196,949,346,970)
classified-ad: ΔΥΟ οικόπεδα οικοδομήσιμα 70 τ.μ. και 60 τ.μ. Τηλ. 918-519. xyxy=(196,607,346,627)
classified-ad: ΒΑΖΟΣ: Πωλείται BMW 316. Τηλ. 840-769. xyxy=(1190,213,1324,234)
section-header-real-estate: ΑΚΙΝΗΤΑ xyxy=(38,335,181,361)
classified-ad: ΠΩΛΕΙΤΑΙ οικόπεδο 1.000 τ.μ. στη Νέα Καλλικράτεια. Τηλ. 0396/31-453. xyxy=(362,542,512,563)
classified-ad: ΖΗΤΕΙΤΑΙ μικρός έως 17 ετών για κατάστημα. Τηλ. 941-145. xyxy=(1024,213,1174,234)
classified-ad: ΠΩΛΕΙΤΑΙ BMW. Τηλ. 412-201. xyxy=(1190,621,1308,631)
ads-list-cars xyxy=(1019,720,1179,790)
classified-ad: ΠΩΛΕΙΤΑΙ καφετέρια σε κεντρικό σημείο. Τηλ. 546-822. xyxy=(527,841,677,862)
ads-list-column-2 xyxy=(191,131,351,1504)
classified-ad: ΖΗΤΟΥΝΤΑΙ καπέλες για κουζίνα. Τηλ. 512-036. xyxy=(1024,255,1174,276)
classified-ad: ΠΩΛΕΙΤΑΙ Mercedes 200. Τηλ. 652-221. xyxy=(1024,748,1171,757)
classified-ad: ΠΡΟΣΟΧΗ: Ευκαιρία, πωλείται διαμέρισμα 115 τ.μ. στο κέντρο. Τηλ. 277-196, 266-517. xyxy=(40,1118,180,1150)
column-1 xyxy=(35,131,185,2061)
